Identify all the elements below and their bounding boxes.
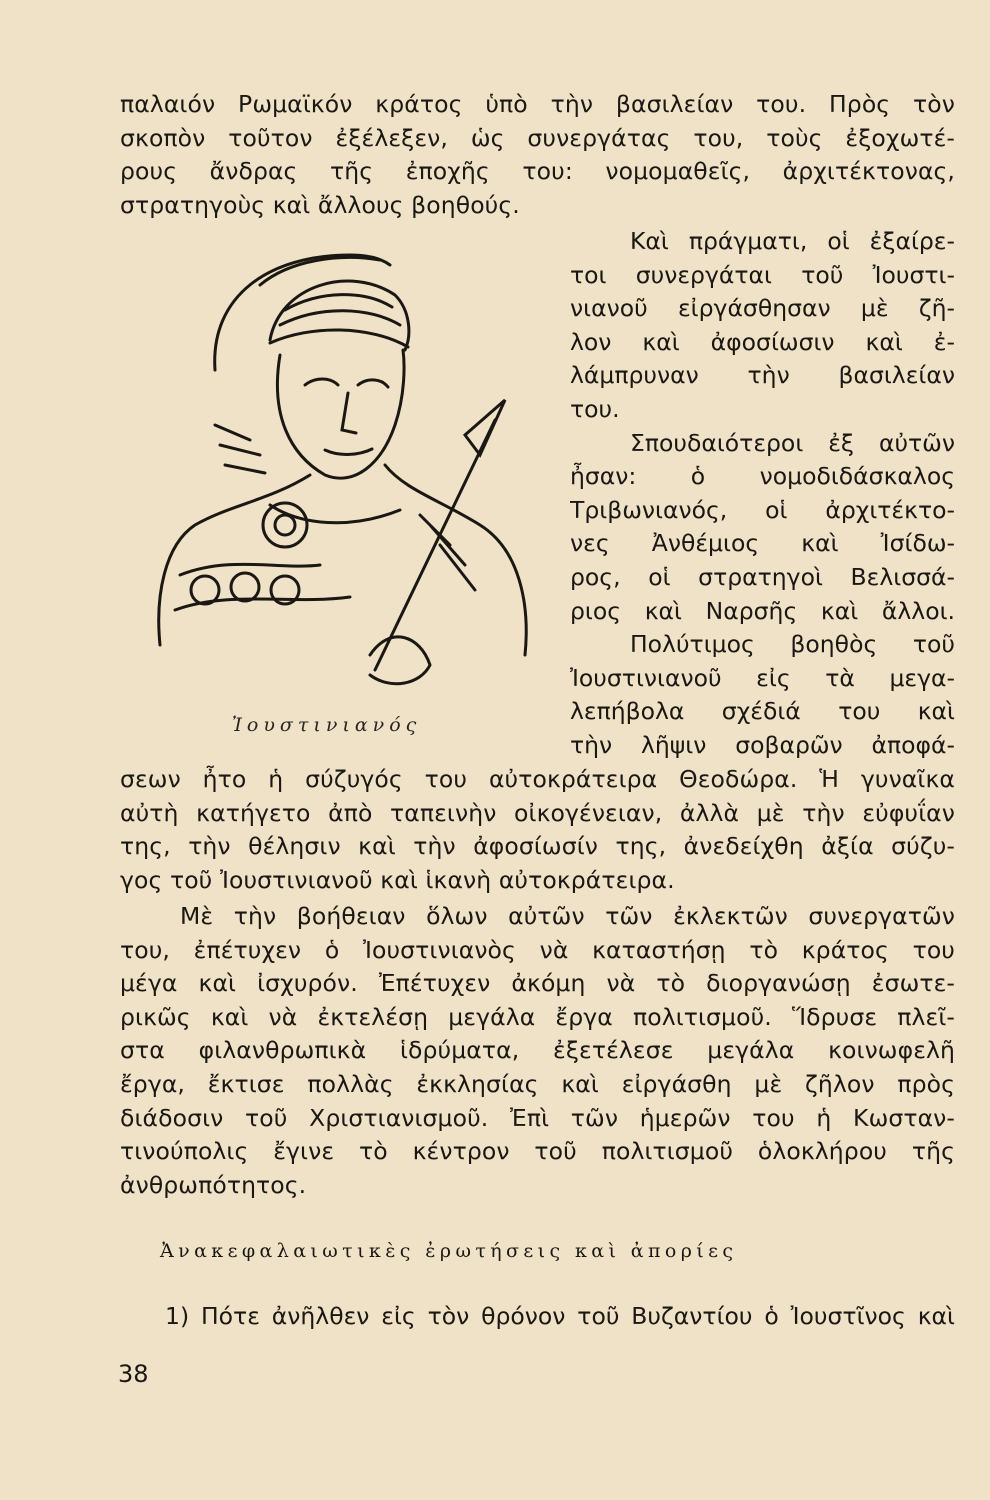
text-line: σκοπὸν τοῦτον ἐξέλεξεν, ὡς συνεργάτας του, τοὺς ἐξοχωτέ- [120, 123, 955, 152]
page-number: 38 [118, 1360, 149, 1388]
text-line: Σπουδαιότεροι ἐξ αὐτῶν [630, 428, 955, 457]
questions-heading: Ἀνακεφαλαιωτικὲς ἐρωτήσεις καὶ ἀπορίες [160, 1240, 738, 1262]
text-line: σεων ἦτο ἡ σύζυγός του αὐτοκράτειρα Θεοδώρα. Ἡ γυναῖκα [120, 765, 955, 793]
text-line: τοι συνεργάται τοῦ Ἰουστι- [570, 260, 955, 289]
text-line: λον καὶ ἀφοσίωσιν καὶ ἐ- [570, 327, 955, 356]
text-line: της, τὴν θέλησιν καὶ τὴν ἀφοσίωσίν της, ἀνεδείχθη ἀξία σύζυ- [120, 832, 955, 861]
text-line: του. [570, 394, 620, 423]
text-line: του, ἐπέτυχεν ὁ Ἰουστινιανὸς νὰ καταστήσῃ τὸ κράτος του [120, 935, 955, 964]
paragraph-intro [120, 88, 955, 222]
text-line: Τριβωνιανός, οἱ ἀρχιτέκτο- [570, 495, 955, 524]
text-line: τὴν λῆψιν σοβαρῶν ἀποφά- [570, 730, 955, 759]
text-line: ρος, οἱ στρατηγοὶ Βελισσά- [570, 562, 955, 591]
portrait-drawing-icon [120, 225, 560, 695]
text-line: νιανοῦ εἰργάσθησαν μὲ ζῆ- [570, 294, 955, 323]
text-line: Πολύτιμος βοηθὸς τοῦ [630, 630, 955, 659]
text-line: λάμπρυναν τὴν βασιλείαν [570, 361, 955, 390]
text-line: στρατηγοὺς καὶ ἄλλους βοηθούς. [120, 190, 520, 219]
text-line: παλαιόν Ρωμαϊκόν κράτος ὑπὸ τὴν βασιλείαν του. Πρὸς τὸν [120, 90, 955, 118]
text-line: ρικῶς καὶ νὰ ἐκτελέσῃ μεγάλα ἔργα πολιτισμοῦ. Ἵδρυσε πλεῖ- [120, 1002, 955, 1031]
text-line: Ἰουστινιανοῦ εἰς τὰ μεγα- [570, 663, 955, 692]
question-item [165, 1300, 955, 1334]
question-text: 1) Πότε ἀνῆλθεν εἰς τὸν θρόνον τοῦ Βυζαντίου ὁ Ἰουστῖνος καὶ [165, 1302, 955, 1330]
text-line: ρους ἄνδρας τῆς ἐποχῆς του: νομομαθεῖς, ἀρχιτέκτονας, [120, 157, 955, 186]
text-line: γος τοῦ Ἰουστινιανοῦ καὶ ἱκανὴ αὐτοκράτειρα. [120, 865, 675, 894]
side-column [570, 225, 955, 763]
text-line: ἦσαν: ὁ νομοδιδάσκαλος [570, 462, 955, 491]
text-line: στα φιλανθρωπικὰ ἱδρύματα, ἐξετέλεσε μεγάλα κοινωφελῆ [120, 1036, 955, 1065]
text-line: τινούπολις ἔγινε τὸ κέντρον τοῦ πολιτισμοῦ ὁλοκλήρου τῆς [120, 1137, 955, 1166]
text-line: λεπήβολα σχέδιά του καὶ [570, 697, 955, 726]
text-line: ἔργα, ἔκτισε πολλὰς ἐκκλησίας καὶ εἰργάσθη μὲ ζῆλον πρὸς [120, 1069, 955, 1098]
text-line: ριος καὶ Ναρσῆς καὶ ἄλλοι. [570, 596, 955, 625]
text-line: διάδοσιν τοῦ Χριστιανισμοῦ. Ἐπὶ τῶν ἡμερῶν του ἡ Κωσταν- [120, 1103, 955, 1132]
text-line: νες Ἀνθέμιος καὶ Ἰσίδω- [570, 529, 955, 558]
text-line: Μὲ τὴν βοήθειαν ὅλων αὐτῶν τῶν ἐκλεκτῶν συνεργατῶν [180, 902, 955, 930]
text-line: Καὶ πράγματι, οἱ ἐξαίρε- [630, 227, 955, 255]
text-line: ἀνθρωπότητος. [120, 1170, 307, 1199]
paragraph-theodora [120, 763, 955, 897]
text-line: μέγα καὶ ἰσχυρόν. Ἐπέτυχεν ἀκόμη νὰ τὸ διοργανώσῃ ἐσωτε- [120, 969, 955, 998]
portrait-caption: Ἰουστινιανός [232, 714, 422, 736]
text-line: αὐτὴ κατήγετο ἀπὸ ταπεινὴν οἰκογένειαν, ἀλλὰ μὲ τὴν εὐφυΐαν [120, 798, 955, 827]
justinian-portrait [120, 225, 560, 695]
paragraph-achievements [120, 900, 955, 1202]
